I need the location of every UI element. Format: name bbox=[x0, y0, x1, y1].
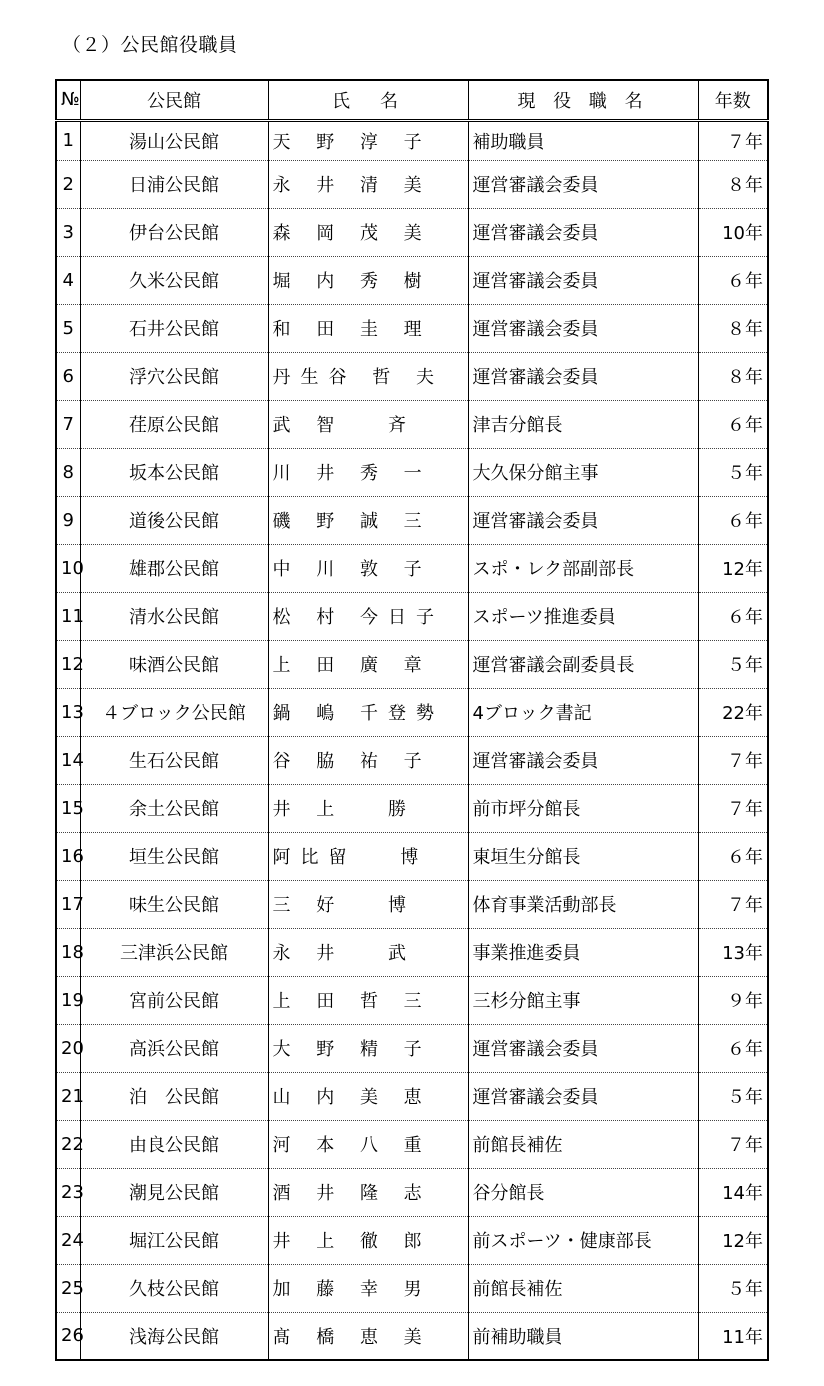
table-row bbox=[56, 832, 768, 880]
cell-role: 運営審議会委員 bbox=[468, 352, 698, 400]
cell-years: ６年 bbox=[698, 256, 768, 304]
cell-hall: 三津浜公民館 bbox=[80, 928, 268, 976]
table-row bbox=[56, 1024, 768, 1072]
cell-name: 加 藤 幸 男 bbox=[268, 1264, 468, 1312]
table-row bbox=[56, 640, 768, 688]
cell-no: 14 bbox=[56, 736, 80, 784]
cell-name: 中 川 敦 子 bbox=[268, 544, 468, 592]
cell-no: 5 bbox=[56, 304, 80, 352]
cell-years: 13年 bbox=[698, 928, 768, 976]
cell-hall: 生石公民館 bbox=[80, 736, 268, 784]
cell-no: 3 bbox=[56, 208, 80, 256]
cell-no: 7 bbox=[56, 400, 80, 448]
cell-role: 三杉分館主事 bbox=[468, 976, 698, 1024]
cell-name: 上 田 廣 章 bbox=[268, 640, 468, 688]
cell-role: 補助職員 bbox=[468, 120, 698, 160]
table-row bbox=[56, 784, 768, 832]
cell-no: 2 bbox=[56, 160, 80, 208]
cell-years: ８年 bbox=[698, 352, 768, 400]
table-row bbox=[56, 208, 768, 256]
cell-name: 堀 内 秀 樹 bbox=[268, 256, 468, 304]
cell-no: 21 bbox=[56, 1072, 80, 1120]
cell-hall: 泊 公民館 bbox=[80, 1072, 268, 1120]
cell-hall: 由良公民館 bbox=[80, 1120, 268, 1168]
header-hall: 公民館 bbox=[80, 80, 268, 120]
cell-years: ６年 bbox=[698, 592, 768, 640]
table-row bbox=[56, 880, 768, 928]
cell-hall: 雄郡公民館 bbox=[80, 544, 268, 592]
cell-hall: 堀江公民館 bbox=[80, 1216, 268, 1264]
cell-hall: 余土公民館 bbox=[80, 784, 268, 832]
cell-years: ５年 bbox=[698, 1072, 768, 1120]
cell-no: 10 bbox=[56, 544, 80, 592]
cell-hall: 久枝公民館 bbox=[80, 1264, 268, 1312]
cell-name: 和 田 圭 理 bbox=[268, 304, 468, 352]
cell-name: 阿比留 博 bbox=[268, 832, 468, 880]
cell-name: 山 内 美 恵 bbox=[268, 1072, 468, 1120]
table-row bbox=[56, 400, 768, 448]
header-role: 現 役 職 名 bbox=[468, 80, 698, 120]
cell-role: スポ・レク部副部長 bbox=[468, 544, 698, 592]
header-no: № bbox=[56, 80, 80, 120]
table-row bbox=[56, 120, 768, 160]
cell-hall: 高浜公民館 bbox=[80, 1024, 268, 1072]
cell-no: 1 bbox=[56, 120, 80, 160]
cell-no: 18 bbox=[56, 928, 80, 976]
cell-no: 22 bbox=[56, 1120, 80, 1168]
cell-years: ５年 bbox=[698, 448, 768, 496]
cell-role: 大久保分館主事 bbox=[468, 448, 698, 496]
cell-no: 8 bbox=[56, 448, 80, 496]
document-title: （２）公民館役職員 bbox=[62, 34, 238, 56]
cell-no: 16 bbox=[56, 832, 80, 880]
cell-hall: 浮穴公民館 bbox=[80, 352, 268, 400]
cell-hall: 久米公民館 bbox=[80, 256, 268, 304]
cell-role: 谷分館長 bbox=[468, 1168, 698, 1216]
cell-years: 12年 bbox=[698, 544, 768, 592]
cell-no: 9 bbox=[56, 496, 80, 544]
staff-table bbox=[55, 79, 769, 1361]
cell-name: 川 井 秀 一 bbox=[268, 448, 468, 496]
cell-name: 髙 橋 恵 美 bbox=[268, 1312, 468, 1360]
cell-years: 22年 bbox=[698, 688, 768, 736]
cell-name: 井 上 徹 郎 bbox=[268, 1216, 468, 1264]
cell-hall: 潮見公民館 bbox=[80, 1168, 268, 1216]
cell-role: 運営審議会委員 bbox=[468, 1072, 698, 1120]
cell-name: 谷 脇 祐 子 bbox=[268, 736, 468, 784]
table-row bbox=[56, 160, 768, 208]
cell-years: ５年 bbox=[698, 1264, 768, 1312]
cell-role: 4ブロック書記 bbox=[468, 688, 698, 736]
cell-years: 14年 bbox=[698, 1168, 768, 1216]
cell-years: ８年 bbox=[698, 160, 768, 208]
cell-years: 11年 bbox=[698, 1312, 768, 1360]
cell-name: 武 智 斉 bbox=[268, 400, 468, 448]
table-row bbox=[56, 688, 768, 736]
header-name: 氏 名 bbox=[268, 80, 468, 120]
cell-name: 丹生谷 哲 夫 bbox=[268, 352, 468, 400]
cell-hall: 湯山公民館 bbox=[80, 120, 268, 160]
cell-name: 磯 野 誠 三 bbox=[268, 496, 468, 544]
cell-no: 15 bbox=[56, 784, 80, 832]
cell-role: 前補助職員 bbox=[468, 1312, 698, 1360]
cell-name: 天 野 淳 子 bbox=[268, 120, 468, 160]
cell-no: 12 bbox=[56, 640, 80, 688]
cell-name: 河 本 八 重 bbox=[268, 1120, 468, 1168]
cell-role: 津吉分館長 bbox=[468, 400, 698, 448]
cell-no: 17 bbox=[56, 880, 80, 928]
table-row bbox=[56, 256, 768, 304]
cell-hall: 石井公民館 bbox=[80, 304, 268, 352]
cell-hall: 宮前公民館 bbox=[80, 976, 268, 1024]
cell-name: 森 岡 茂 美 bbox=[268, 208, 468, 256]
cell-role: 事業推進委員 bbox=[468, 928, 698, 976]
cell-name: 松 村 今日子 bbox=[268, 592, 468, 640]
cell-no: 19 bbox=[56, 976, 80, 1024]
cell-years: ７年 bbox=[698, 736, 768, 784]
table-row bbox=[56, 544, 768, 592]
cell-name: 鍋 嶋 千登勢 bbox=[268, 688, 468, 736]
table-row bbox=[56, 1072, 768, 1120]
cell-years: ５年 bbox=[698, 640, 768, 688]
cell-role: 前スポーツ・健康部長 bbox=[468, 1216, 698, 1264]
cell-no: 6 bbox=[56, 352, 80, 400]
cell-no: 13 bbox=[56, 688, 80, 736]
cell-no: 11 bbox=[56, 592, 80, 640]
cell-role: 前市坪分館長 bbox=[468, 784, 698, 832]
table-body bbox=[56, 120, 768, 1360]
cell-name: 永 井 清 美 bbox=[268, 160, 468, 208]
table-row bbox=[56, 448, 768, 496]
cell-hall: 清水公民館 bbox=[80, 592, 268, 640]
cell-role: 運営審議会委員 bbox=[468, 304, 698, 352]
cell-hall: 浅海公民館 bbox=[80, 1312, 268, 1360]
cell-role: 前館長補佐 bbox=[468, 1120, 698, 1168]
table-row bbox=[56, 592, 768, 640]
cell-role: 運営審議会委員 bbox=[468, 160, 698, 208]
cell-no: 20 bbox=[56, 1024, 80, 1072]
cell-years: ９年 bbox=[698, 976, 768, 1024]
cell-role: スポーツ推進委員 bbox=[468, 592, 698, 640]
table-header-row bbox=[56, 80, 768, 120]
cell-years: 12年 bbox=[698, 1216, 768, 1264]
cell-no: 24 bbox=[56, 1216, 80, 1264]
table-row bbox=[56, 304, 768, 352]
cell-role: 運営審議会委員 bbox=[468, 256, 698, 304]
table-row bbox=[56, 928, 768, 976]
cell-name: 酒 井 隆 志 bbox=[268, 1168, 468, 1216]
cell-role: 運営審議会委員 bbox=[468, 208, 698, 256]
cell-hall: 垣生公民館 bbox=[80, 832, 268, 880]
cell-years: ６年 bbox=[698, 400, 768, 448]
table-row bbox=[56, 1312, 768, 1360]
cell-name: 井 上 勝 bbox=[268, 784, 468, 832]
cell-role: 運営審議会委員 bbox=[468, 496, 698, 544]
cell-role: 運営審議会委員 bbox=[468, 736, 698, 784]
table-row bbox=[56, 1216, 768, 1264]
cell-role: 前館長補佐 bbox=[468, 1264, 698, 1312]
table-row bbox=[56, 1264, 768, 1312]
cell-no: 4 bbox=[56, 256, 80, 304]
cell-name: 永 井 武 bbox=[268, 928, 468, 976]
cell-hall: 道後公民館 bbox=[80, 496, 268, 544]
cell-role: 体育事業活動部長 bbox=[468, 880, 698, 928]
cell-years: ８年 bbox=[698, 304, 768, 352]
table-row bbox=[56, 1120, 768, 1168]
cell-hall: 味生公民館 bbox=[80, 880, 268, 928]
cell-no: 25 bbox=[56, 1264, 80, 1312]
cell-years: 10年 bbox=[698, 208, 768, 256]
header-years: 年数 bbox=[698, 80, 768, 120]
cell-no: 23 bbox=[56, 1168, 80, 1216]
cell-hall: 味酒公民館 bbox=[80, 640, 268, 688]
cell-hall: 日浦公民館 bbox=[80, 160, 268, 208]
cell-role: 運営審議会委員 bbox=[468, 1024, 698, 1072]
cell-years: ６年 bbox=[698, 1024, 768, 1072]
cell-years: ７年 bbox=[698, 1120, 768, 1168]
cell-years: ６年 bbox=[698, 496, 768, 544]
cell-no: 26 bbox=[56, 1312, 80, 1360]
cell-years: ７年 bbox=[698, 784, 768, 832]
cell-role: 東垣生分館長 bbox=[468, 832, 698, 880]
cell-role: 運営審議会副委員長 bbox=[468, 640, 698, 688]
cell-hall: 坂本公民館 bbox=[80, 448, 268, 496]
cell-name: 三 好 博 bbox=[268, 880, 468, 928]
table-row bbox=[56, 736, 768, 784]
cell-years: ７年 bbox=[698, 880, 768, 928]
table-row bbox=[56, 352, 768, 400]
cell-years: ７年 bbox=[698, 120, 768, 160]
cell-hall: 荏原公民館 bbox=[80, 400, 268, 448]
table-row bbox=[56, 496, 768, 544]
cell-name: 大 野 精 子 bbox=[268, 1024, 468, 1072]
table-row bbox=[56, 976, 768, 1024]
cell-name: 上 田 哲 三 bbox=[268, 976, 468, 1024]
cell-years: ６年 bbox=[698, 832, 768, 880]
cell-hall: 伊台公民館 bbox=[80, 208, 268, 256]
cell-hall: ４ブロック公民館 bbox=[80, 688, 268, 736]
table-row bbox=[56, 1168, 768, 1216]
